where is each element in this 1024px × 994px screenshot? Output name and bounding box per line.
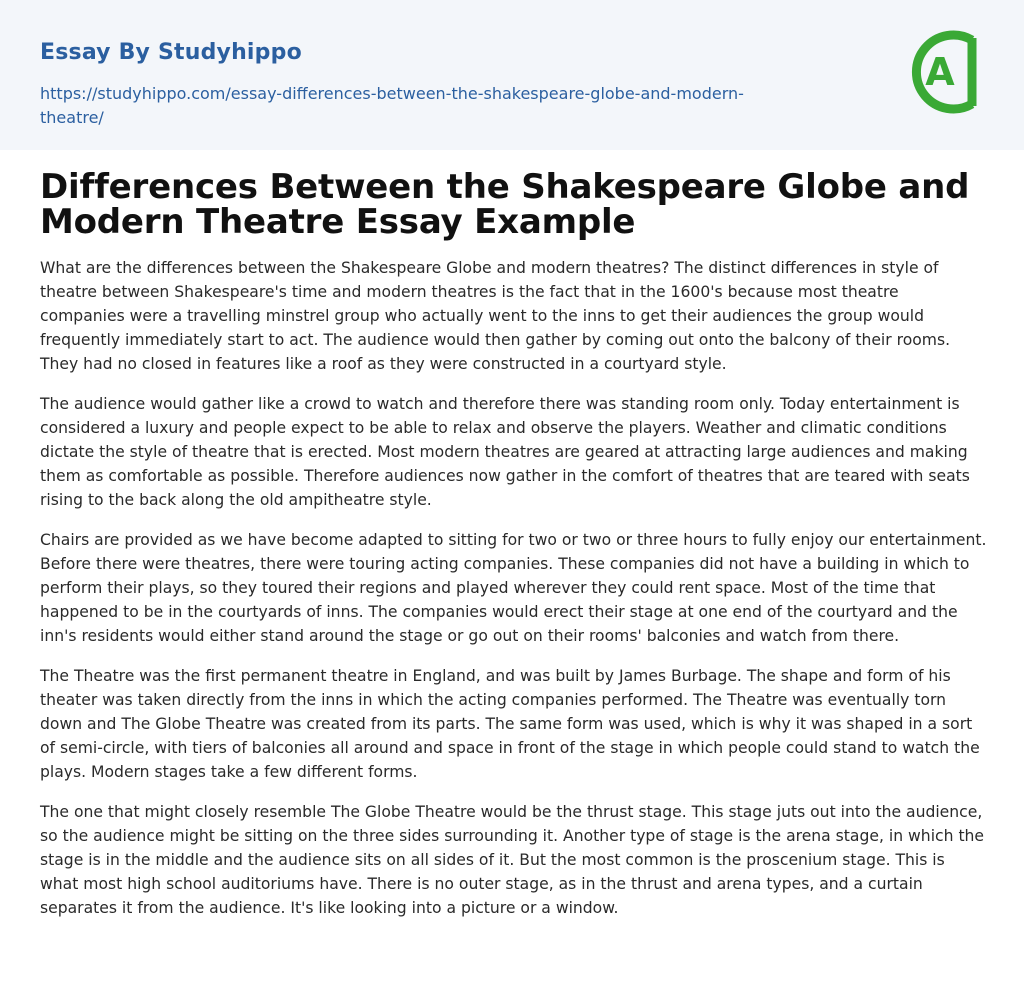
essay-title: Differences Between the Shakespeare Globe and Modern Theatre Essay Example [40,167,970,242]
essay-paragraph: What are the differences between the Shakespeare Globe and modern theatres? The distinct differences in style of theatre between Shakespeare's time and modern theatres is the fact that in the 1600's because most theatre companies were a travelling minstrel group who actually went to the inns to get their audiences the group would frequently immediately start to act. The audience would then gather by coming out onto the balcony of their rooms. They had no closed in features like a roof as they were constructed in a courtyard style. [40,259,951,373]
logo-letter: A [925,50,955,94]
essay-paragraph: The one that might closely resemble The Globe Theatre would be the thrust stage. This stage juts out into the audience, so the audience might be sitting on the three sides surrounding it. Another type of stage is the arena stage, in which the stage is in the middle and the audience sits on all sides of it. But the most common is the proscenium stage. This is what most high school auditoriums have. There is no outer stage, as in the thrust and arena types, and a curtain separates it from the audience. It's like looking into a picture or a window. [40,803,985,917]
site-title[interactable]: Essay By Studyhippo [40,40,302,65]
essay-url-link[interactable]: https://studyhippo.com/essay-differences-between-the-shakespeare-globe-and-modern-theatre/ [40,84,744,127]
essay-paragraph: Chairs are provided as we have become adapted to sitting for two or two or three hours to fully enjoy our entertainment. Before there were theatres, there were touring acting companies. These companies did not have a building in which to perform their plays, so they toured their regions and played wherever they could rent space. Most of the time that happened to be in the courtyards of inns. The companies would erect their stage at one end of the courtyard and the inn's residents would either stand around the stage or go out on their rooms' balconies and watch from there. [40,531,987,645]
site-header [0,0,1024,150]
essay-paragraph: The audience would gather like a crowd to watch and therefore there was standing room only. Today entertainment is considered a luxury and people expect to be able to relax and observe the players. Weather and climatic conditions dictate the style of theatre that is erected. Most modern theatres are geared at attracting large audiences and making them as comfortable as possible. Therefore audiences now gather in the comfort of theatres that are teared with seats rising to the back along the old ampitheatre style. [40,395,970,509]
essay-paragraph: The Theatre was the first permanent theatre in England, and was built by James Burbage. The shape and form of his theater was taken directly from the inns in which the acting companies performed. The Theatre was eventually torn down and The Globe Theatre was created from its parts. The same form was used, which is why it was shaped in a sort of semi-circle, with tiers of balconies all around and space in front of the stage in which people could stand to watch the plays. Modern stages take a few different forms. [40,667,980,781]
studyhippo-logo-icon[interactable] [908,28,988,116]
essay-content [40,167,988,936]
